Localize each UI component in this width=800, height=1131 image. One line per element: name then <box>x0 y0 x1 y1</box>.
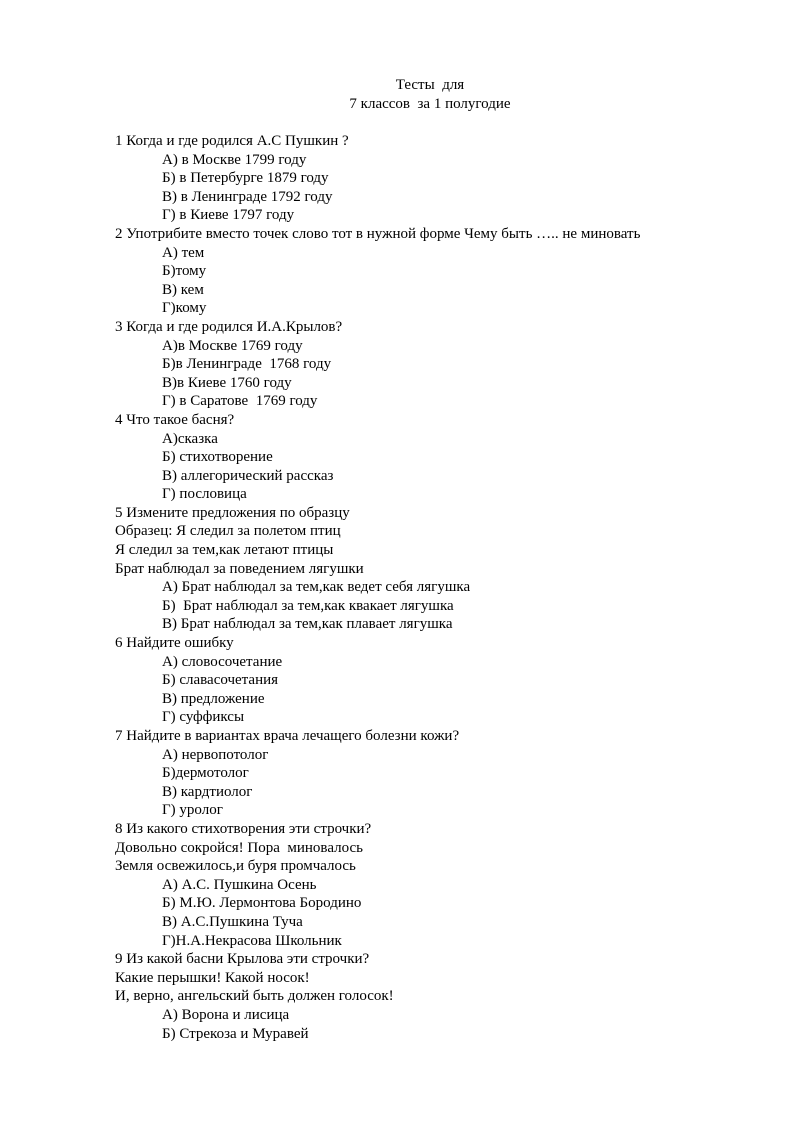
answer-option: Г) пословица <box>162 486 247 503</box>
title-line-1: Тесты для <box>395 77 465 93</box>
answer-option: Г) суффиксы <box>162 709 245 726</box>
question-text: 8 Из какого стихотворения эти строчки? <box>115 820 372 837</box>
answer-option: Б)тому <box>162 263 207 280</box>
answer-option: А) А.С. Пушкина Осень <box>162 876 317 893</box>
answer-option: Г)Н.А.Некрасова Школьник <box>162 932 342 949</box>
answer-option: Б) Стрекоза и Муравей <box>162 1025 309 1042</box>
answer-option: В) Брат наблюдал за тем,как плавает лягушка <box>162 616 453 633</box>
title-line-2: 7 классов за 1 полугодие <box>349 96 511 112</box>
question-1 <box>115 132 755 225</box>
question-4 <box>115 411 755 504</box>
answer-option: В) кардтиолог <box>162 783 253 800</box>
answer-option: Г)кому <box>162 300 207 317</box>
question-5 <box>115 504 755 634</box>
answer-option: В) аллегорический рассказ <box>162 467 334 484</box>
question-text: 1 Когда и где родился А.С Пушкин ? <box>115 133 349 149</box>
answer-option: Б) в Петербурге 1879 году <box>162 170 329 187</box>
answer-option: А) тем <box>162 244 205 261</box>
answer-option: Б) Брат наблюдал за тем,как квакает лягушка <box>162 597 454 614</box>
answer-option: Г) уролог <box>162 802 223 819</box>
question-9 <box>115 950 755 1043</box>
answer-option: А)сказка <box>162 430 218 447</box>
document-title <box>0 76 800 114</box>
question-3 <box>115 318 755 411</box>
answer-option: В) предложение <box>162 690 265 707</box>
answer-option: А) Брат наблюдал за тем,как ведет себя лягушка <box>162 579 471 596</box>
question-6 <box>115 634 755 727</box>
question-text: 9 Из какой басни Крылова эти строчки? <box>115 951 370 968</box>
question-text: 5 Измените предложения по образцу <box>115 504 350 521</box>
answer-option: Г) в Киеве 1797 году <box>162 207 295 224</box>
task-sentence: Брат наблюдал за поведением лягушки <box>115 560 364 577</box>
answer-option: В)в Киеве 1760 году <box>162 374 292 391</box>
answer-option: Б) стихотворение <box>162 449 273 466</box>
example-text: Образец: Я следил за полетом птиц <box>115 523 341 540</box>
answer-option: А) словосочетание <box>162 653 283 670</box>
question-text: 7 Найдите в вариантах врача лечащего болезни кожи? <box>115 728 460 744</box>
answer-option: Б) М.Ю. Лермонтова Бородино <box>162 895 362 912</box>
quote-line: Какие перышки! Какой носок! <box>115 969 310 986</box>
answer-option: А) Ворона и лисица <box>162 1006 290 1023</box>
quote-line: Земля освежилось,и буря промчалось <box>115 858 356 875</box>
answer-option: В) кем <box>162 281 204 298</box>
question-2 <box>115 225 755 318</box>
quote-line: И, верно, ангельский быть должен голосок! <box>115 988 394 1005</box>
question-text: 3 Когда и где родился И.А.Крылов? <box>115 318 343 335</box>
answer-option: В) А.С.Пушкина Туча <box>162 913 303 930</box>
example-text: Я следил за тем,как летают птицы <box>115 542 334 559</box>
question-text: 2 Употрибите вместо точек слово тот в нужной форме Чему быть ….. не миновать <box>115 225 641 242</box>
answer-option: Б)дермотолог <box>162 765 249 782</box>
answer-option: Б) славасочетания <box>162 672 279 689</box>
answer-option: Г) в Саратове 1769 году <box>162 393 318 410</box>
question-text: 4 Что такое басня? <box>115 411 235 428</box>
answer-option: В) в Ленинграде 1792 году <box>162 188 333 205</box>
answer-option: Б)в Ленинграде 1768 году <box>162 356 332 373</box>
question-8 <box>115 820 755 950</box>
question-text: 6 Найдите ошибку <box>115 635 234 652</box>
question-list <box>115 132 755 1043</box>
answer-option: А) в Москве 1799 году <box>162 151 307 168</box>
quote-line: Довольно сокройся! Пора миновалось <box>115 839 363 856</box>
question-7 <box>115 727 755 820</box>
answer-option: А) нервопотолог <box>162 746 269 763</box>
answer-option: А)в Москве 1769 году <box>162 337 303 354</box>
